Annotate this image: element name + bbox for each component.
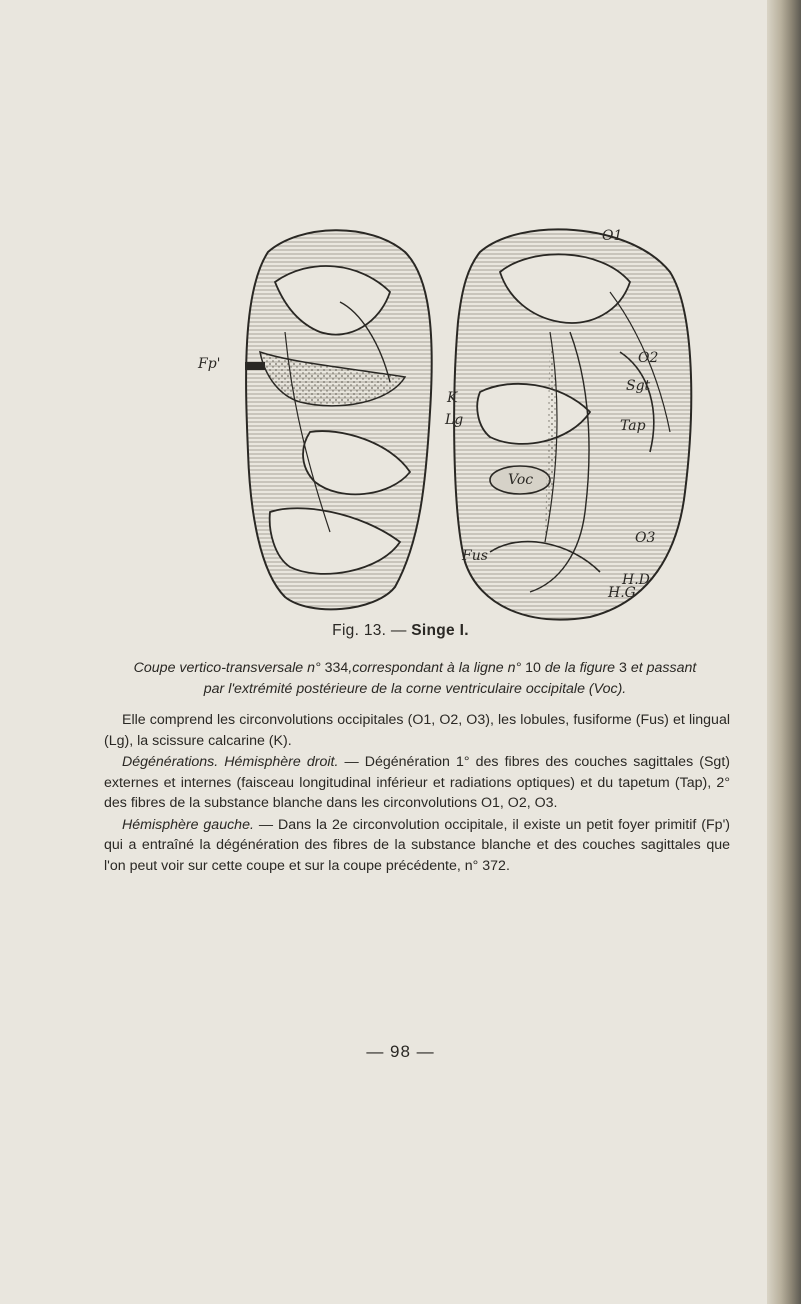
label-o2: O2 xyxy=(638,350,659,366)
label-tap: Tap xyxy=(620,418,646,434)
paragraph-3-heading: Hémisphère gauche. xyxy=(122,816,254,833)
label-o3: O3 xyxy=(635,530,656,546)
lesion-marker xyxy=(245,362,265,370)
paragraph-3 xyxy=(104,815,730,877)
left-hemisphere xyxy=(245,230,432,609)
paragraph-2-text: — Dégénération 1° des fibres des couches sagittales (Sgt) externes et internes (faisceau longitudinal inférieur et radiations optiques) et du tapetum (Tap), 2° des fibres de la substance blanche dans les circonvolutions O1, O2, O3. xyxy=(104,754,730,811)
right-hemisphere xyxy=(454,229,691,619)
paragraph-1: Elle comprend les circonvolutions occipitales (O1, O2, O3), les lobules, fusiforme (Fus) et lingual (Lg), la scissure calcarine (K). xyxy=(104,712,730,749)
page-number: — 98 — xyxy=(366,1042,435,1061)
caption-title: Singe I. xyxy=(411,622,469,639)
label-sgt: Sgt xyxy=(626,378,651,394)
subtitle-number: 334 xyxy=(324,660,349,676)
paragraph-2-heading: Dégénérations. Hémisphère droit. xyxy=(122,754,339,770)
subtitle-line-2: par l'extrémité postérieure de la corne ventriculaire occipitale (Voc). xyxy=(203,681,627,697)
paragraph-2 xyxy=(104,752,730,814)
body-text xyxy=(104,710,730,877)
subtitle-part4: et passant xyxy=(626,660,697,676)
figure-subtitle xyxy=(95,658,735,700)
label-voc: Voc xyxy=(508,472,534,488)
subtitle-part1: Coupe vertico-transversale n° xyxy=(133,660,325,676)
label-fp: Fp' xyxy=(198,356,221,372)
brain-section-figure xyxy=(190,212,710,632)
label-o1: O1 xyxy=(602,228,623,244)
paragraph-3-text: — Dans la 2e circonvolution occipitale, il existe un petit foyer primitif (Fp') qui a entraîné la dégénération des fibres de la substance blanche et des couches sagittales que l'on peut voir sur cette coupe et sur la coupe précédente, n° 372. xyxy=(104,816,731,874)
label-hd: H.D xyxy=(622,572,650,588)
subtitle-line-1 xyxy=(95,658,735,679)
subtitle-part2: ,correspondant à la ligne n° xyxy=(348,660,526,676)
label-hg: H.G xyxy=(608,585,636,601)
subtitle-part3: de la figure xyxy=(540,660,620,676)
subtitle-figure-no: 3 xyxy=(619,660,627,676)
caption-dash: — xyxy=(386,622,412,639)
book-edge xyxy=(767,0,801,1304)
subtitle-ligne: 10 xyxy=(525,660,541,676)
label-fus: Fus xyxy=(462,548,488,564)
caption-fig: Fig. 13. xyxy=(332,622,387,639)
label-lg: Lg xyxy=(445,412,464,428)
label-k: K xyxy=(447,390,458,406)
figure-caption xyxy=(0,622,801,640)
